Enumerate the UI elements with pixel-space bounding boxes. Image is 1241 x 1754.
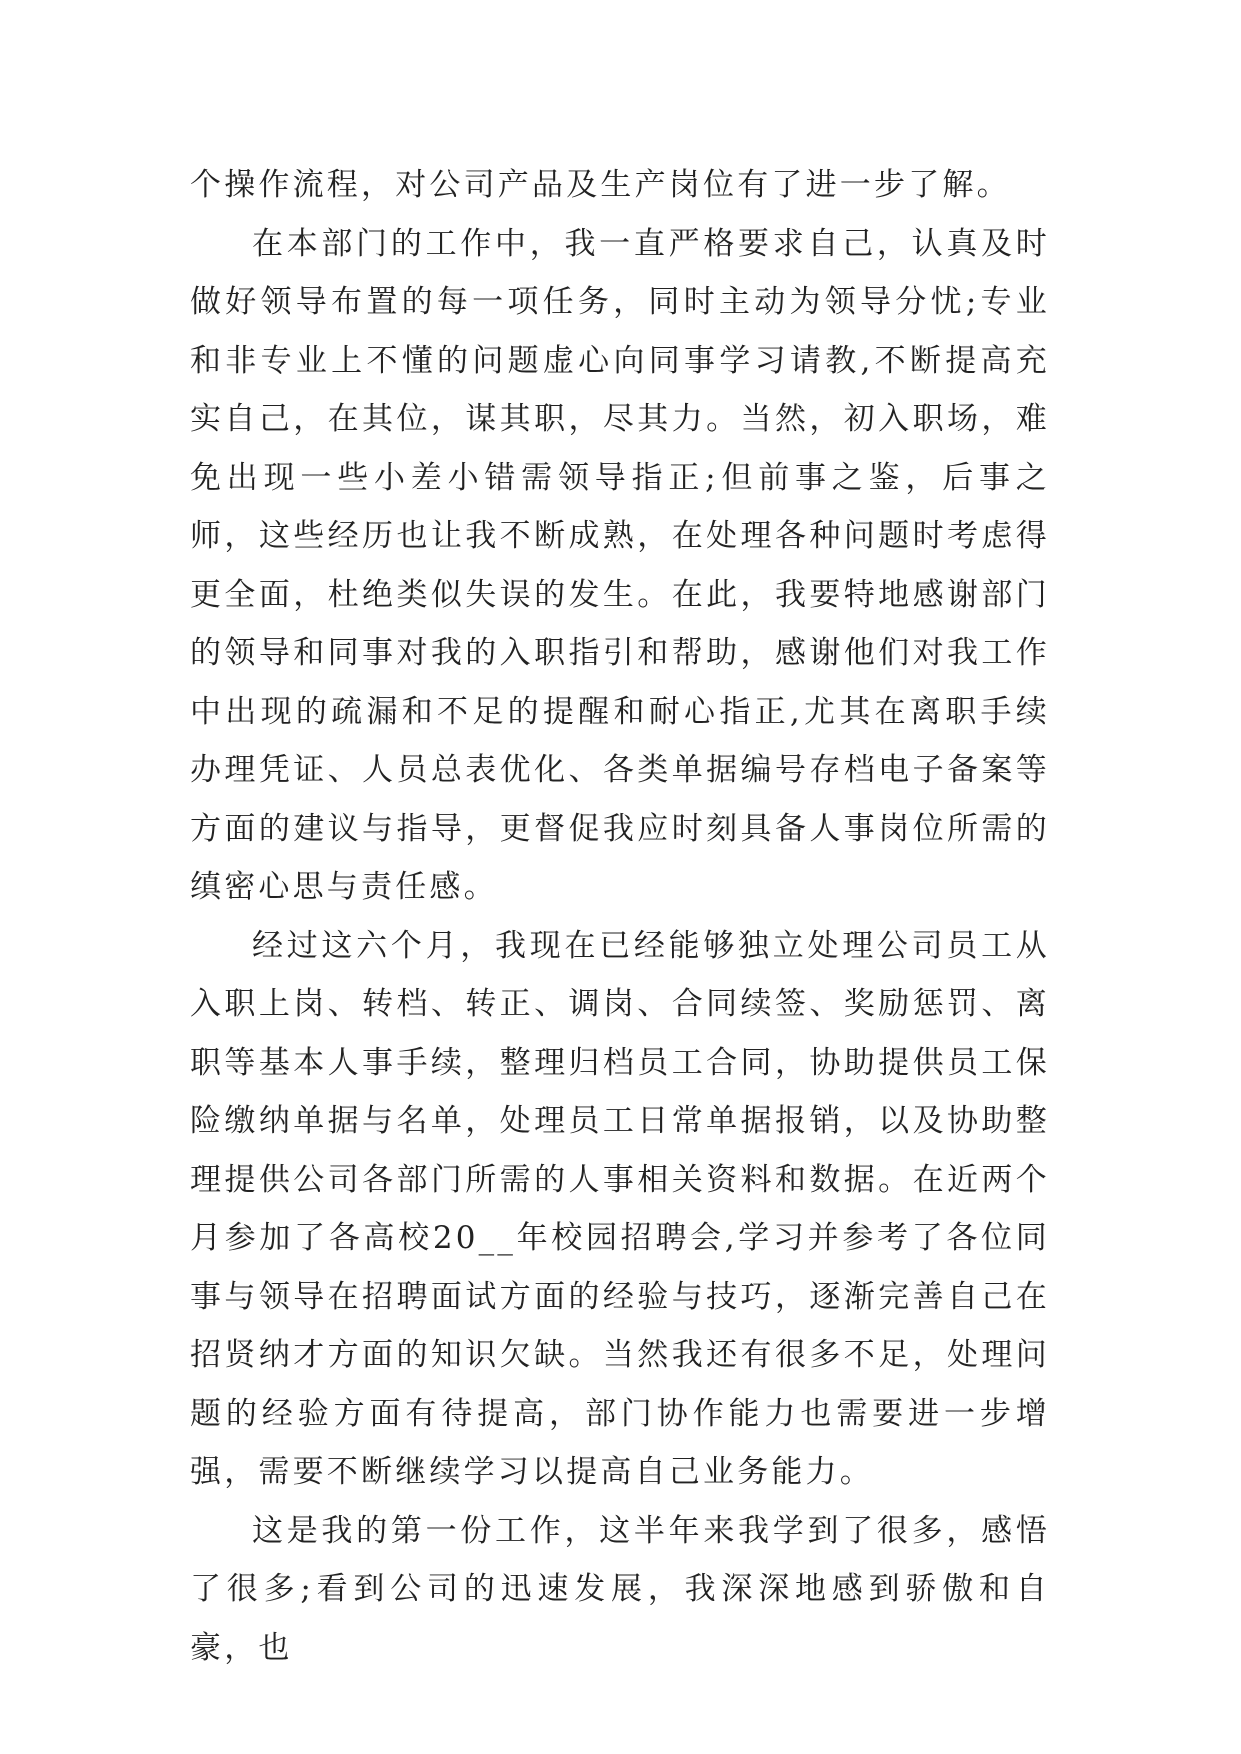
document-body xyxy=(190,156,1050,1677)
paragraph-2: 在本部门的工作中，我一直严格要求自己，认真及时做好领导布置的每一项任务，同时主动为领导分忧;专业和非专业上不懂的问题虚心向同事学习请教,不断提高充实自己，在其位，谋其职，尽其力。当然，初入职场，难免出现一些小差小错需领导指正;但前事之鉴，后事之师，这些经历也让我不断成熟，在处理各种问题时考虑得更全面，杜绝类似失误的发生。在此，我要特地感谢部门的领导和同事对我的入职指引和帮助，感谢他们对我工作中出现的疏漏和不足的提醒和耐心指正,尤其在离职手续办理凭证、人员总表优化、各类单据编号存档电子备案等方面的建议与指导，更督促我应时刻具备人事岗位所需的缜密心思与责任感。 xyxy=(190,225,1050,905)
paragraph-1: 个操作流程，对公司产品及生产岗位有了进一步了解。 xyxy=(190,167,1011,203)
paragraph-3: 经过这六个月，我现在已经能够独立处理公司员工从入职上岗、转档、转正、调岗、合同续签、奖励惩罚、离职等基本人事手续，整理归档员工合同，协助提供员工保险缴纳单据与名单，处理员工日常单据报销，以及协助整理提供公司各部门所需的人事相关资料和数据。在近两个月参加了各高校20__年校园招聘会,学习并参考了各位同事与领导在招聘面试方面的经验与技巧，逐渐完善自己在招贤纳才方面的知识欠缺。当然我还有很多不足，处理问题的经验方面有待提高，部门协作能力也需要进一步增强，需要不断继续学习以提高自己业务能力。 xyxy=(190,927,1050,1490)
paragraph-4: 这是我的第一份工作，这半年来我学到了很多，感悟了很多;看到公司的迅速发展，我深深地感到骄傲和自豪，也 xyxy=(190,1512,1050,1666)
